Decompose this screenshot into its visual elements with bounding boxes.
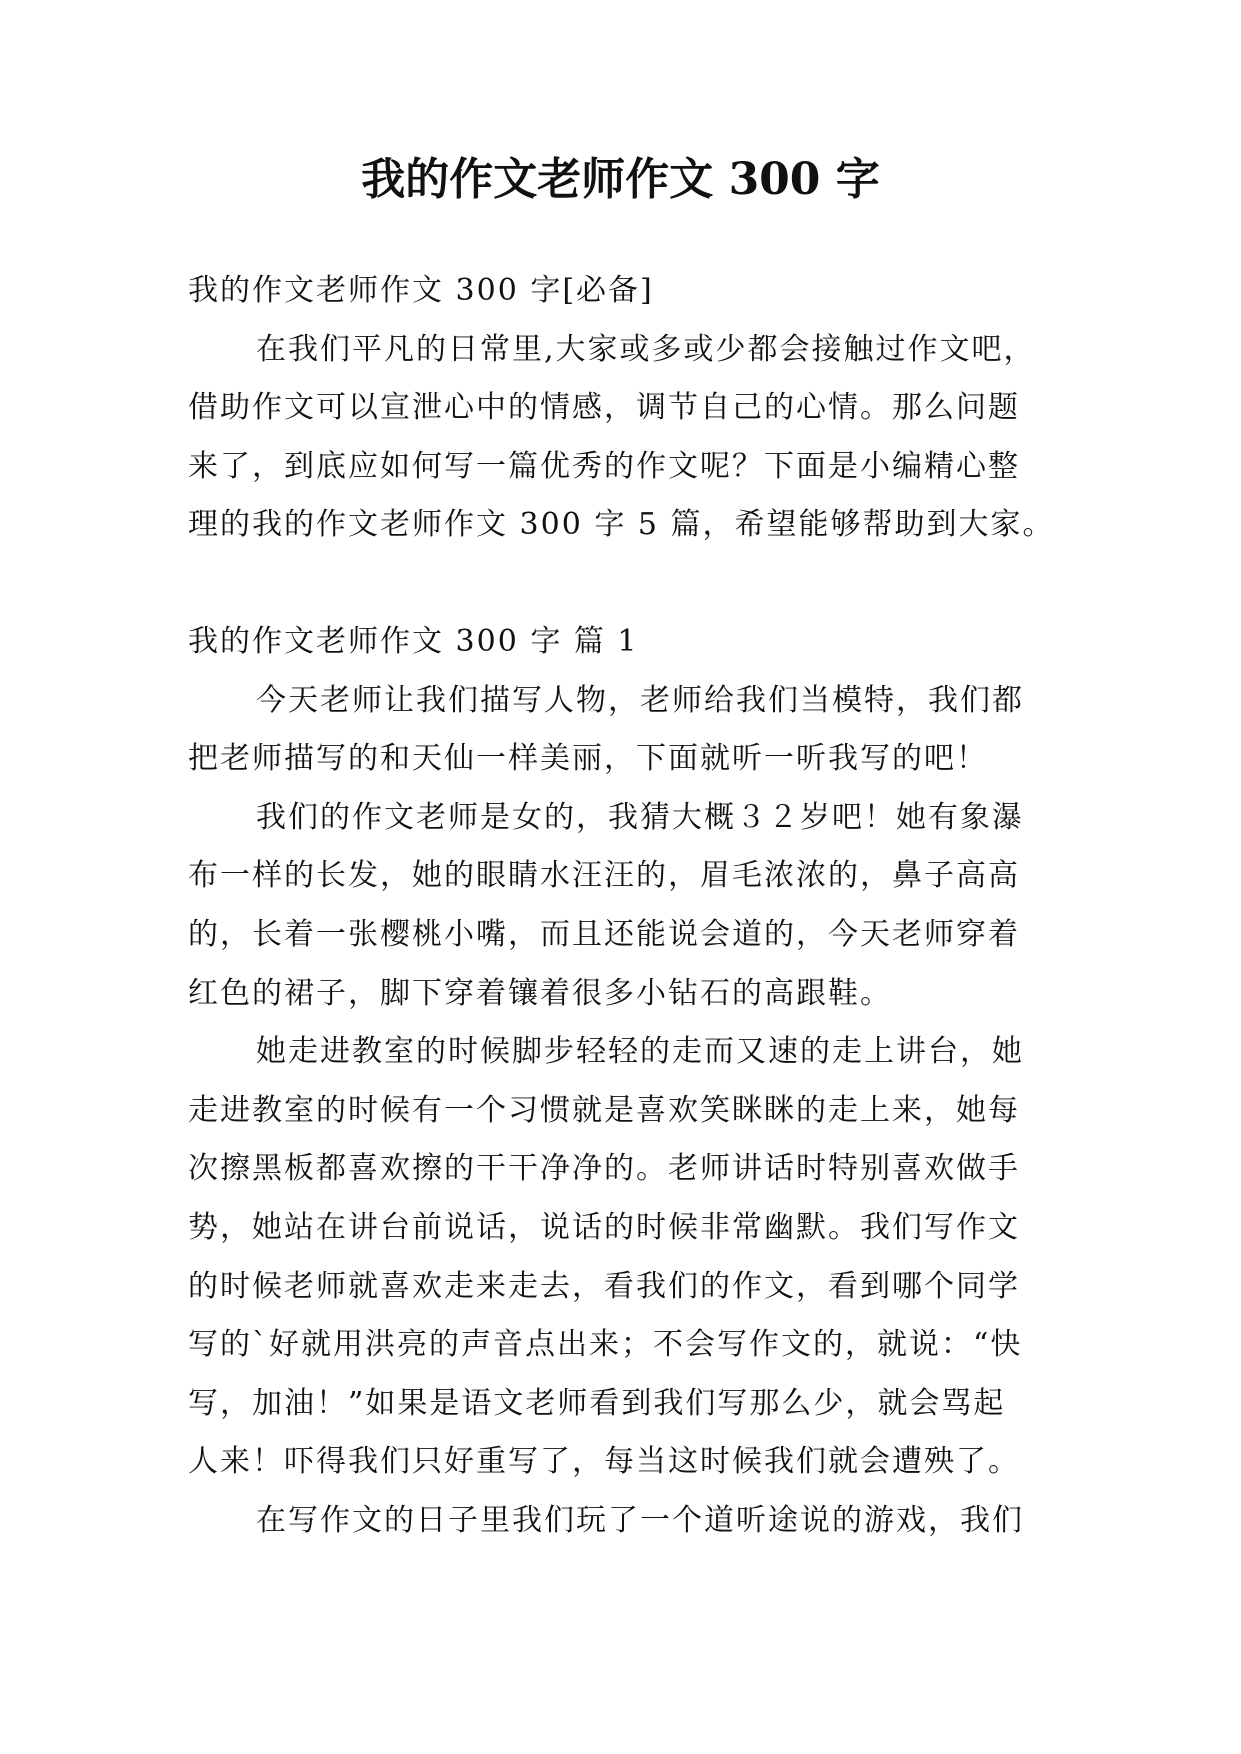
paragraph-line: 人来！吓得我们只好重写了，每当这时候我们就会遭殃了。: [188, 1444, 1020, 1480]
paragraph-line: 布一样的长发，她的眼睛水汪汪的，眉毛浓浓的，鼻子高高: [188, 858, 1020, 894]
paragraph-line: 她走进教室的时候脚步轻轻的走而又速的走上讲台，她: [256, 1034, 1024, 1070]
paragraph-1: [188, 672, 1068, 789]
paragraph-line: 的时候老师就喜欢走来走去，看我们的作文，看到哪个同学: [188, 1268, 1020, 1304]
section-gap: [188, 555, 1068, 613]
section-heading: 我的作文老师作文 300 字 篇 1: [188, 623, 639, 659]
paragraph-line: 次擦黑板都喜欢擦的干干净净的。老师讲话时特别喜欢做手: [188, 1151, 1020, 1187]
paragraph-line: 把老师描写的和天仙一样美丽，下面就听一听我写的吧！: [188, 741, 988, 777]
paragraph-line: 写，加油！”如果是语文老师看到我们写那么少，就会骂起: [188, 1385, 1006, 1421]
document-title: 我的作文老师作文 300 字: [361, 154, 880, 205]
intro-line: 来了，到底应如何写一篇优秀的作文呢？下面是小编精心整: [188, 448, 1020, 484]
paragraph-3: [188, 1023, 1068, 1492]
paragraph-line: 势，她站在讲台前说话，说话的时候非常幽默。我们写作文: [188, 1209, 1020, 1245]
paragraph-line: 今天老师让我们描写人物，老师给我们当模特，我们都: [256, 682, 1024, 718]
paragraph-line: 走进教室的时候有一个习惯就是喜欢笑眯眯的走上来，她每: [188, 1092, 1020, 1128]
paragraph-line: 在写作文的日子里我们玩了一个道听途说的游戏，我们: [256, 1502, 1024, 1538]
paragraph-line: 写的`好就用洪亮的声音点出来；不会写作文的，就说：“快: [188, 1327, 1023, 1363]
intro-line: 理的我的作文老师作文 300 字 5 篇，希望能够帮助到大家。: [188, 507, 1055, 543]
document-subtitle: 我的作文老师作文 300 字[必备]: [188, 273, 654, 308]
intro-line: 在我们平凡的日常里,大家或多或少都会接触过作文吧，: [256, 331, 1036, 367]
paragraph-line: 的，长着一张樱桃小嘴，而且还能说会道的，今天老师穿着: [188, 916, 1020, 952]
intro-line: 借助作文可以宣泄心中的情感，调节自己的心情。那么问题: [188, 390, 1020, 426]
paragraph-4: [188, 1492, 1068, 1551]
paragraph-line: 我们的作文老师是女的，我猜大概３２岁吧！她有象瀑: [256, 799, 1024, 835]
paragraph-2: [188, 789, 1068, 1023]
paragraph-line: 红色的裙子，脚下穿着镶着很多小钻石的高跟鞋。: [188, 975, 892, 1011]
document-body: [188, 262, 1068, 1550]
intro-paragraph: [188, 321, 1068, 555]
